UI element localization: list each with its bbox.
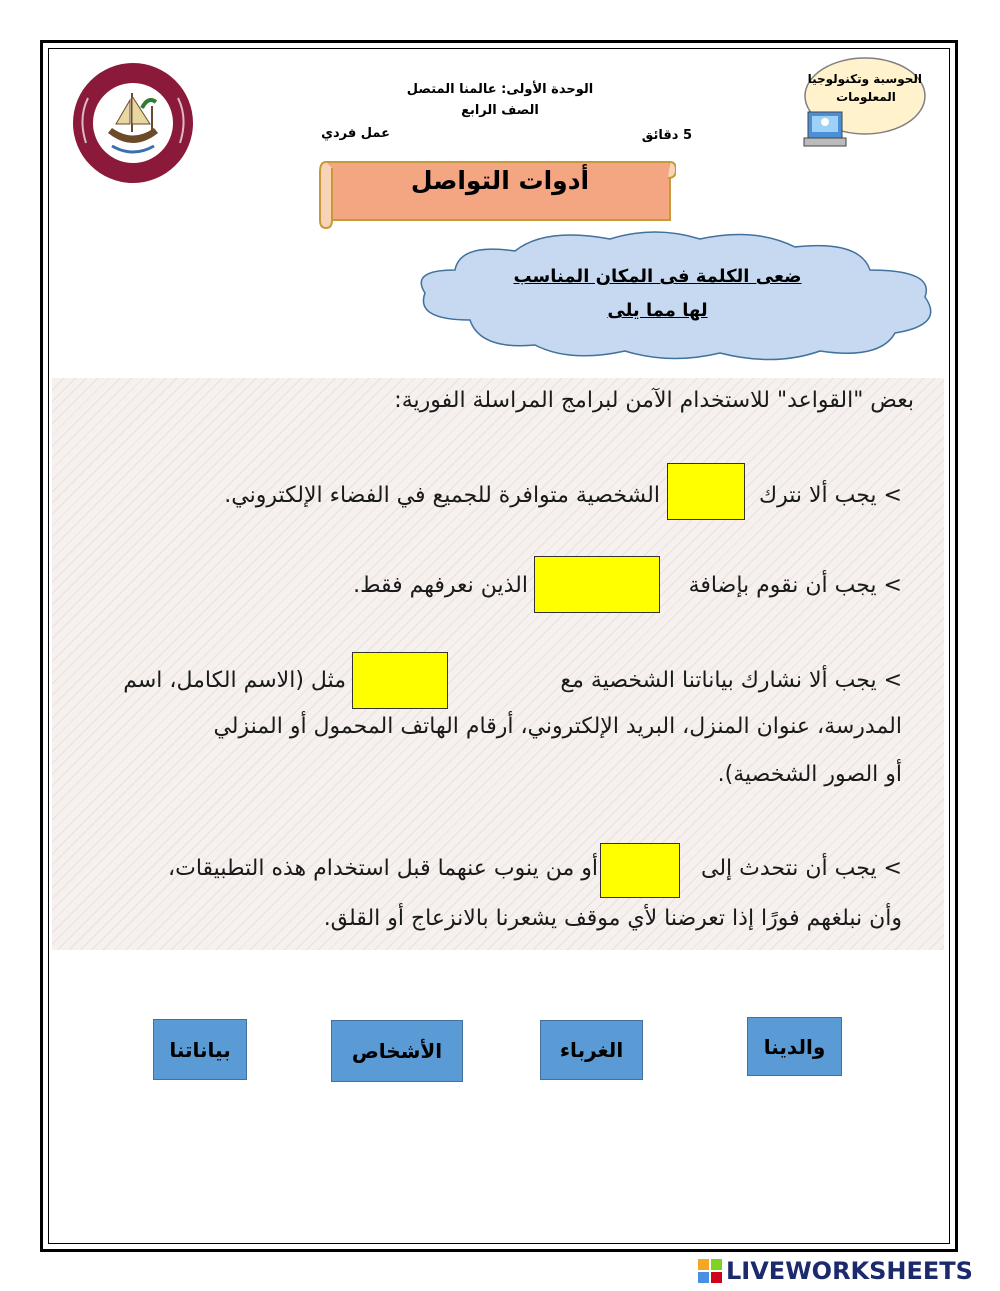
rule1-before: > يجب ألا نترك (758, 483, 902, 508)
drop-zone-1[interactable] (667, 463, 745, 520)
rule4-before: > يجب أن نتحدث إلى (701, 856, 902, 881)
rule3-line3: أو الصور الشخصية). (717, 762, 902, 787)
rule4-after: أو من ينوب عنهما قبل استخدام هذه التطبيقات، (168, 856, 598, 881)
duration-label: 5 دقائق (641, 128, 692, 143)
rule3-before: > يجب ألا نشارك بياناتنا الشخصية مع (560, 668, 902, 693)
grade-label: الصف الرابع (461, 103, 539, 118)
rule4-line2: وأن نبلغهم فورًا إذا تعرضنا لأي موقف يشعرنا بالانزعاج أو القلق. (323, 906, 902, 931)
rule3-line2: المدرسة، عنوان المنزل، البريد الإلكتروني، أرقام الهاتف المحمول أو المنزلي (213, 714, 902, 739)
instruction-text (460, 260, 855, 328)
subject-badge-line2: المعلومات (836, 90, 896, 104)
rule3-after: مثل (الاسم الكامل، اسم (123, 668, 346, 693)
drop-zone-2[interactable] (534, 556, 660, 613)
drop-zone-3[interactable] (352, 652, 448, 709)
liveworksheets-icon (698, 1259, 722, 1283)
liveworksheets-logo[interactable] (698, 1256, 973, 1286)
instruction-line1: ضعى الكلمة فى المكان المناسب (513, 266, 802, 287)
rule1-after: الشخصية متوافرة للجميع في الفضاء الإلكتروني. (224, 483, 660, 508)
work-type-label: عمل فردي (321, 126, 390, 141)
rules-intro: بعض "القواعد" للاستخدام الآمن لبرامج المراسلة الفورية: (394, 388, 914, 413)
subject-badge (802, 56, 928, 150)
rule2-before: > يجب أن نقوم بإضافة (688, 573, 902, 598)
worksheet-title: أدوات التواصل (410, 166, 590, 195)
instruction-line2: لها مما يلى (607, 300, 708, 321)
rule2-after: الذين نعرفهم فقط. (353, 573, 528, 598)
drop-zone-4[interactable] (600, 843, 680, 898)
word-chip-1[interactable]: والدينا (747, 1017, 842, 1076)
qatar-ministry-logo (68, 58, 198, 188)
word-chip-3[interactable]: الأشخاص (331, 1020, 463, 1082)
word-chip-4[interactable]: بياناتنا (153, 1019, 247, 1080)
unit-title: الوحدة الأولى: عالمنا المتصل (406, 82, 594, 97)
word-chip-2[interactable]: الغرباء (540, 1020, 643, 1080)
liveworksheets-text: LIVEWORKSHEETS (726, 1257, 973, 1285)
subject-badge-line1: الحوسبة وتكنولوجيا (807, 72, 922, 86)
